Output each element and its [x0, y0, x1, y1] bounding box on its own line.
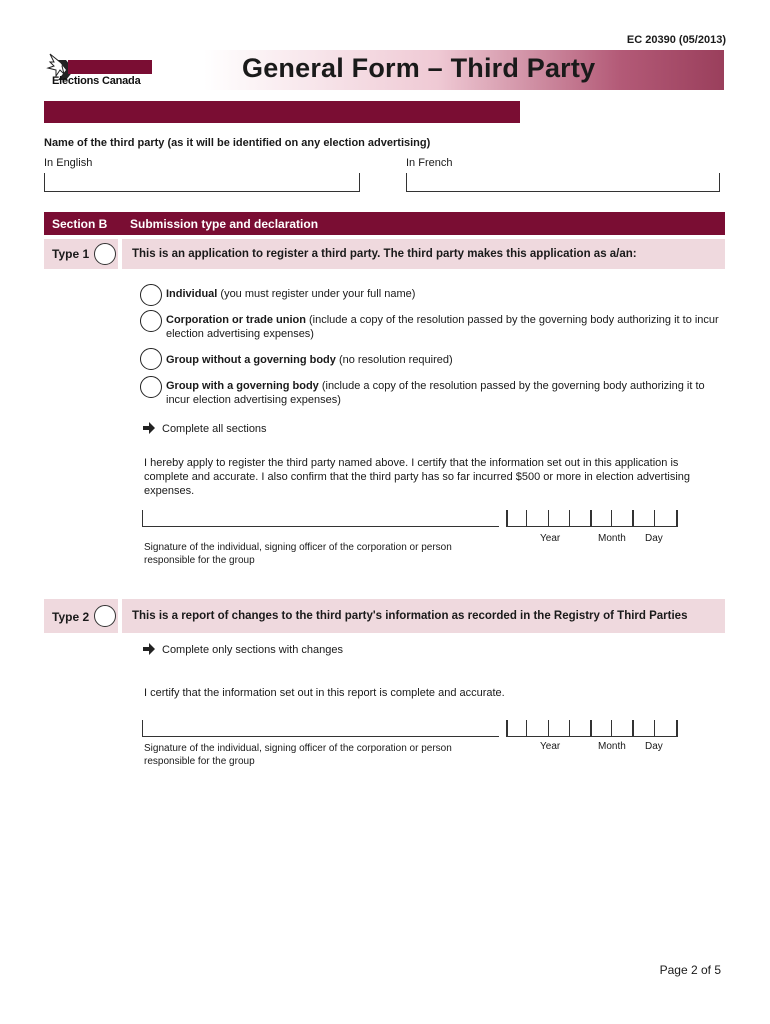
type1-day-label: Day	[645, 533, 663, 544]
french-name-field[interactable]	[406, 173, 720, 192]
option-individual-radio[interactable]	[140, 284, 162, 306]
type1-date-field[interactable]	[506, 510, 678, 527]
type1-month-label: Month	[598, 533, 626, 544]
type1-year-label: Year	[540, 533, 561, 544]
type2-declaration: I certify that the information set out in this report is complete and accurate.	[144, 687, 505, 699]
type1-description-box	[122, 239, 725, 269]
type1-declaration: I hereby apply to register the third party named above. I certify that the information set out in this application is complete and accurate. I also confirm that the third party has so far incurred $500 or more in election advertising expenses.	[144, 457, 691, 497]
english-label: In English	[44, 157, 93, 169]
option-group-no-body-title: Group without a governing body	[166, 354, 336, 366]
arrow-right-icon	[142, 642, 156, 659]
type1-instruction: Complete all sections	[162, 423, 267, 435]
option-individual	[166, 287, 726, 301]
type1-row	[44, 239, 118, 269]
type2-radio[interactable]	[94, 605, 116, 627]
type2-date-field[interactable]	[506, 720, 678, 737]
type1-signature-field[interactable]	[142, 510, 499, 527]
type2-instruction: Complete only sections with changes	[162, 644, 343, 656]
type2-signature-field[interactable]	[142, 720, 499, 737]
page-title: General Form – Third Party	[242, 53, 596, 83]
type2-signature-caption: Signature of the individual, signing officer of the corporation or person responsible for the group	[144, 743, 452, 767]
page-number: Page 2 of 5	[659, 963, 721, 977]
type1-label: Type 1	[52, 247, 90, 261]
type2-label: Type 2	[52, 610, 90, 624]
third-party-name-label: Name of the third party (as it will be identified on any election advertising)	[44, 137, 431, 149]
option-group-with-body-title: Group with a governing body	[166, 380, 319, 392]
option-group-no-body	[166, 353, 726, 367]
type2-description: This is a report of changes to the third party's information as recorded in the Registry of Third Parties	[132, 610, 688, 622]
type1-signature-caption: Signature of the individual, signing officer of the corporation or person responsible for the group	[144, 542, 452, 566]
option-corporation-title: Corporation or trade union	[166, 314, 306, 326]
option-individual-note: (you must register under your full name)	[217, 288, 416, 300]
option-group-with-body	[166, 379, 726, 407]
english-name-field[interactable]	[44, 173, 360, 192]
arrow-right-icon	[142, 421, 156, 438]
section-a-bar	[44, 101, 520, 123]
type1-description: This is an application to register a third party. The third party makes this application as a/an:	[132, 248, 637, 260]
type2-row	[44, 599, 118, 633]
option-group-with-body-radio[interactable]	[140, 376, 162, 398]
option-individual-title: Individual	[166, 288, 218, 300]
option-corporation	[166, 313, 726, 341]
french-label: In French	[406, 157, 453, 169]
section-b-header	[44, 212, 725, 235]
option-group-no-body-radio[interactable]	[140, 348, 162, 370]
type2-month-label: Month	[598, 741, 626, 752]
form-code: EC 20390 (05/2013)	[626, 34, 726, 46]
option-group-no-body-note: (no resolution required)	[335, 354, 453, 366]
title-band	[204, 50, 724, 90]
type2-year-label: Year	[540, 741, 561, 752]
type2-day-label: Day	[645, 741, 663, 752]
logo-bar	[68, 60, 152, 74]
option-group-with-body-note: (include a copy of the resolution passed by the governing body authorizing it to incur election advertising expenses)	[166, 380, 705, 406]
type2-description-box	[122, 599, 725, 633]
section-b-title: Submission type and declaration	[130, 217, 319, 231]
type1-radio[interactable]	[94, 243, 116, 265]
section-b-label: Section B	[52, 217, 108, 231]
elections-canada-logo	[44, 50, 156, 90]
option-corporation-radio[interactable]	[140, 310, 162, 332]
option-corporation-note: (include a copy of the resolution passed by the governing body authorizing it to incur election advertising expenses)	[166, 314, 719, 340]
logo-text: Elections Canada	[52, 75, 141, 87]
